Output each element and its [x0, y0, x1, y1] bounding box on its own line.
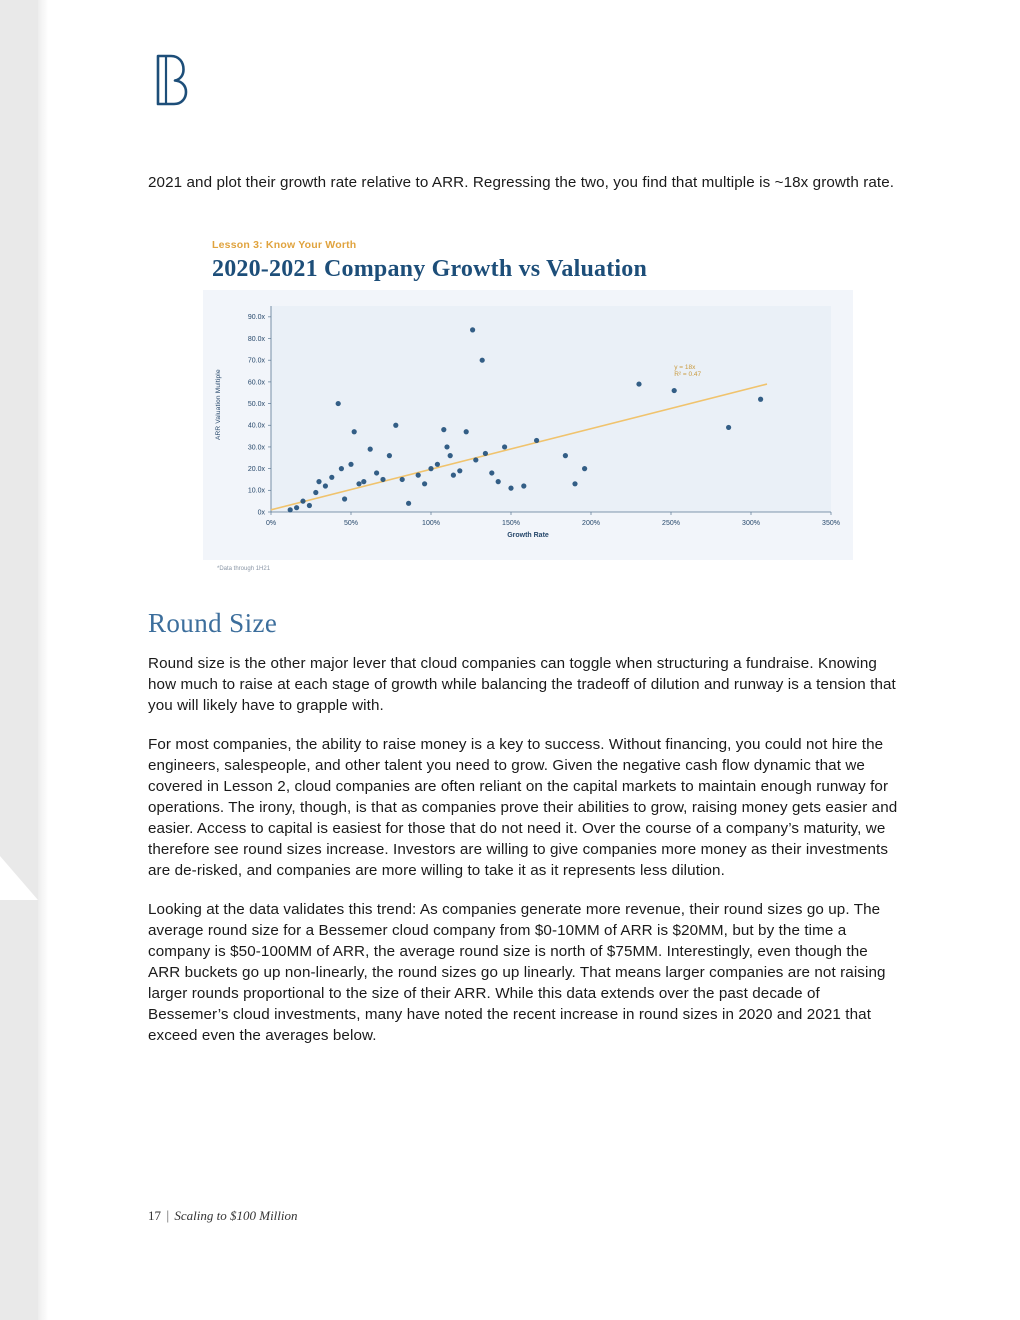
- scatter-plot-panel: [203, 290, 853, 560]
- page-title: Round Size: [148, 608, 278, 638]
- svg-text:90.0x: 90.0x: [247, 314, 265, 322]
- round-size-paragraph-1: Round size is the other major lever that cloud companies can toggle when structuring a fundraise. Knowing how much to raise at each stage of growth while balancing the tradeoff of dilution and runway is a tension that you will likely have to grapple with.: [148, 655, 896, 714]
- x-axis-label: Growth Rate: [507, 532, 549, 539]
- svg-text:300%: 300%: [742, 520, 760, 527]
- svg-text:100%: 100%: [422, 520, 440, 527]
- figure-footnote: *Data through 1H21: [217, 566, 271, 572]
- svg-text:10.0x: 10.0x: [247, 487, 265, 495]
- svg-text:20.0x: 20.0x: [247, 466, 265, 474]
- svg-text:R² = 0.47: R² = 0.47: [674, 370, 702, 378]
- svg-text:350%: 350%: [822, 520, 840, 527]
- svg-text:50%: 50%: [343, 520, 359, 527]
- svg-text:80.0x: 80.0x: [247, 335, 265, 343]
- footer-document-title: Scaling to $100 Million: [174, 1208, 298, 1223]
- figure-title: 2020-2021 Company Growth vs Valuation: [212, 256, 648, 282]
- svg-text:30.0x: 30.0x: [247, 444, 265, 452]
- intro-paragraph-block: [148, 172, 896, 211]
- page-fold-corner: [0, 856, 38, 900]
- svg-text:0%: 0%: [265, 520, 277, 527]
- svg-text:200%: 200%: [582, 520, 600, 527]
- svg-text:60.0x: 60.0x: [247, 379, 265, 387]
- intro-paragraph: 2021 and plot their growth rate relative to ARR. Regressing the two, you find that multiple is ~18x growth rate.: [148, 174, 895, 191]
- svg-text:y = 18x: y = 18x: [674, 363, 696, 371]
- round-size-paragraph-3: Looking at the data validates this trend: As companies generate more revenue, their round sizes go up. The average round size for a Bessemer cloud company from $0-10MM of ARR is $20MM, but by the time a company is $50-100MM of ARR, the average round size is north of $75MM. Interestingly, even though the ARR buckets go up non-linearly, the round sizes go up linearly. That means larger companies are not raising larger rounds proportional to the size of their ARR. While this data extends over the past decade of Bessemer’s cloud investments, many have noted the recent increase in round sizes in 2020 and 2021 that exceed even the averages below.: [148, 901, 886, 1044]
- svg-text:50.0x: 50.0x: [247, 400, 265, 408]
- footer-page-number: 17: [148, 1208, 161, 1223]
- figure-eyebrow: Lesson 3: Know Your Worth: [212, 239, 357, 251]
- page-footer: [148, 1208, 298, 1224]
- chart-figure: [203, 228, 853, 583]
- footer-separator: |: [166, 1208, 170, 1223]
- svg-text:150%: 150%: [502, 520, 520, 527]
- bessemer-logo: [148, 52, 200, 108]
- svg-text:40.0x: 40.0x: [247, 422, 265, 430]
- y-axis-label: ARR Valuation Multiple: [215, 369, 222, 440]
- round-size-section: [148, 608, 900, 1064]
- svg-text:0x: 0x: [257, 509, 265, 517]
- page-gutter-shadow: [38, 0, 48, 1320]
- svg-text:250%: 250%: [662, 520, 680, 527]
- round-size-paragraph-2: For most companies, the ability to raise money is a key to success. Without financing, you could not hire the engineers, salespeople, and other talent you need to grow. Given the negative cash flow dynamic that we covered in Lesson 2, cloud companies are often reliant on the capital markets to maintain enough runway for operations. The irony, though, is that as companies prove their abilities to grow, raising money gets easier and easier. Access to capital is easiest for those that do not need it. Over the course of a company’s maturity, we therefore see round sizes increase. Investors are willing to give companies more money as their investments are de-risked, and companies are more willing to take it as it represents less dilution.: [148, 736, 898, 879]
- page-gutter: [0, 0, 38, 1320]
- svg-text:70.0x: 70.0x: [247, 357, 265, 365]
